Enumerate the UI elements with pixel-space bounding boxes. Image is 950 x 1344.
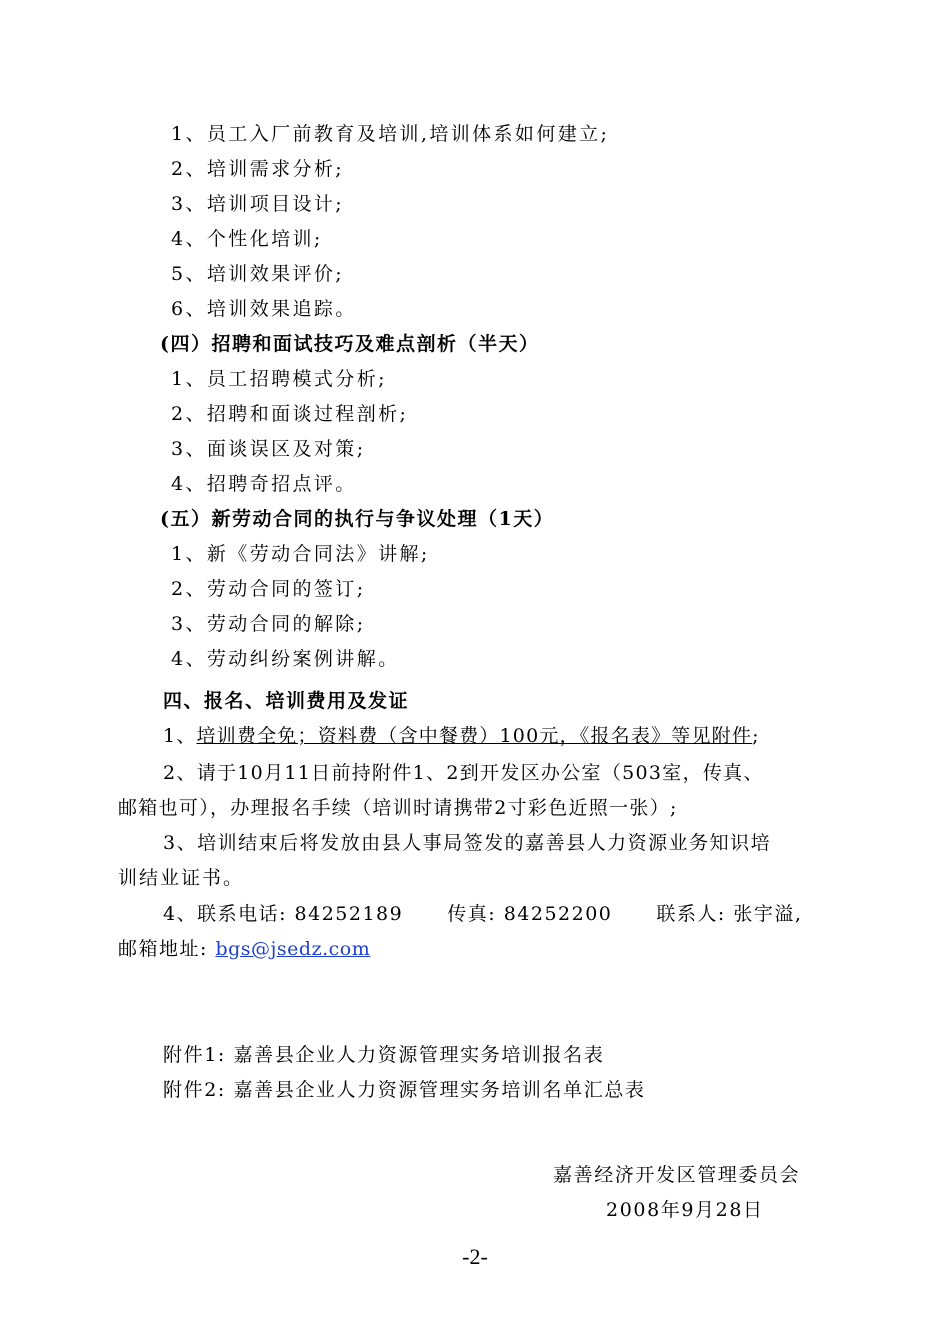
list-item: 3、面谈误区及对策; (171, 438, 366, 460)
certificate-paragraph-line1: 3、培训结束后将发放由县人事局签发的嘉善县人力资源业务知识培 (163, 832, 772, 854)
email-label: 邮箱地址: (118, 938, 216, 960)
signup-paragraph-line1: 2、请于10月11日前持附件1、2到开发区办公室（503室，传真、 (163, 762, 764, 784)
list-item: 4、个性化培训; (171, 228, 323, 250)
list-item: 1、新《劳动合同法》讲解; (171, 543, 430, 565)
list-item: 2、劳动合同的签订; (171, 578, 366, 600)
fee-suffix: ; (752, 725, 760, 747)
email-link[interactable]: bgs@jsedz.com (215, 938, 371, 960)
contact-line (163, 902, 802, 926)
fee-paragraph (163, 724, 760, 748)
list-item: 3、培训项目设计; (171, 193, 345, 215)
attachment-item: 附件1: 嘉善县企业人力资源管理实务培训报名表 (163, 1044, 605, 1066)
part-heading: 四、报名、培训费用及发证 (163, 690, 410, 712)
contact-fax: 传真: 84252200 (447, 903, 613, 925)
section-heading: (五）新劳动合同的执行与争议处理（1天） (160, 508, 555, 530)
list-item: 4、招聘奇招点评。 (171, 473, 357, 495)
list-item: 4、劳动纠纷案例讲解。 (171, 648, 400, 670)
signup-paragraph-line2: 邮箱也可），办理报名手续（培训时请携带2寸彩色近照一张）; (118, 797, 678, 819)
section-heading: (四）招聘和面试技巧及难点剖析（半天） (160, 333, 540, 355)
list-item: 1、员工招聘模式分析; (171, 368, 387, 390)
contact-person: 联系人: 张宇溢, (656, 903, 803, 925)
fee-underlined-text: 培训费全免；资料费（含中餐费）100元，《报名表》等见附件 (196, 725, 753, 747)
email-line (118, 937, 370, 961)
list-item: 2、招聘和面谈过程剖析; (171, 403, 409, 425)
list-item: 5、培训效果评价; (171, 263, 345, 285)
list-item: 6、培训效果追踪。 (171, 298, 357, 320)
fee-prefix: 1、 (163, 725, 197, 747)
certificate-paragraph-line2: 训结业证书。 (118, 867, 245, 889)
issuer-name: 嘉善经济开发区管理委员会 (553, 1164, 801, 1186)
issue-date: 2008年9月28日 (606, 1199, 764, 1221)
list-item: 1、员工入厂前教育及培训,培训体系如何建立; (171, 123, 610, 145)
attachment-item: 附件2: 嘉善县企业人力资源管理实务培训名单汇总表 (163, 1079, 646, 1101)
page-number: -2- (462, 1244, 488, 1269)
list-item: 2、培训需求分析; (171, 158, 345, 180)
list-item: 3、劳动合同的解除; (171, 613, 366, 635)
contact-phone: 4、联系电话: 84252189 (163, 903, 404, 925)
